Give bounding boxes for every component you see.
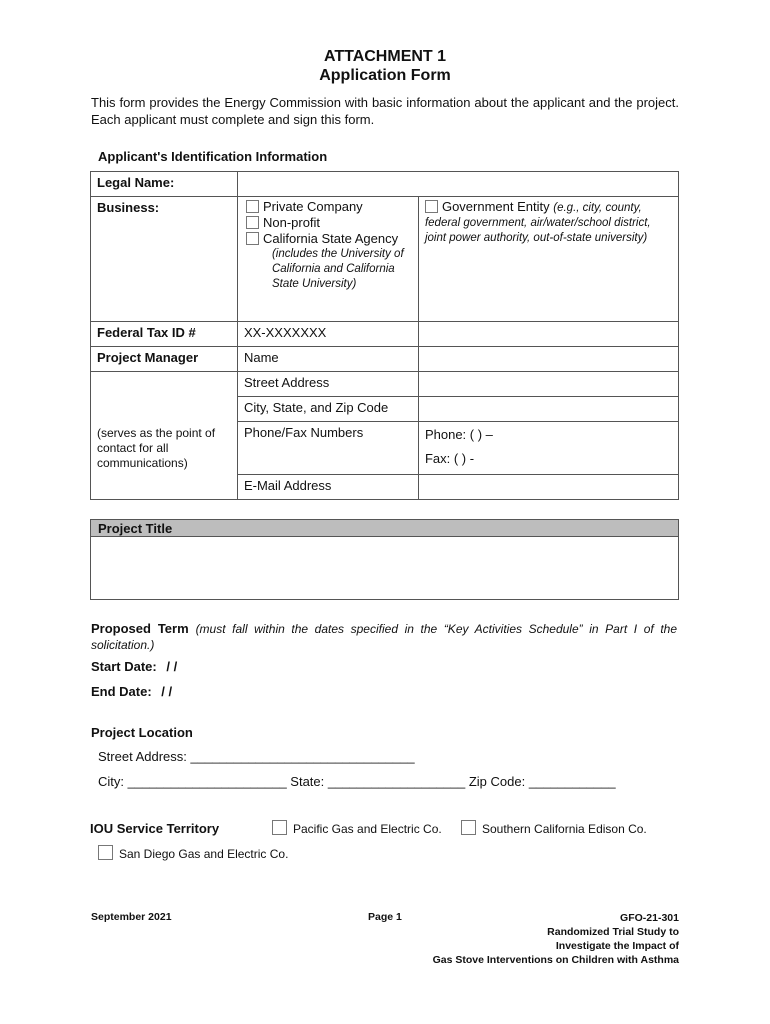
phone-fax-cell[interactable] <box>418 422 678 475</box>
pge-label: Pacific Gas and Electric Co. <box>293 822 442 836</box>
contact-note-cell <box>91 372 238 500</box>
proposed-term <box>91 621 677 653</box>
business-options-right <box>418 197 678 322</box>
end-date-label: End Date: <box>91 684 152 699</box>
sdge-checkbox[interactable] <box>98 845 113 860</box>
start-date <box>91 659 177 674</box>
city-field[interactable] <box>418 397 678 422</box>
applicant-heading: Applicant's Identification Information <box>98 149 328 164</box>
footer-line1: Randomized Trial Study to <box>547 926 679 938</box>
legal-name-field[interactable] <box>237 172 678 197</box>
name-label: Name <box>237 347 418 372</box>
iou-label: IOU Service Territory <box>90 821 220 836</box>
email-field[interactable] <box>418 475 678 500</box>
government-note-start: (e.g., city, county, <box>553 202 642 214</box>
footer-page: Page 1 <box>368 911 402 923</box>
sdge-label: San Diego Gas and Electric Co. <box>119 847 289 861</box>
private-company-label: Private Company <box>262 199 363 214</box>
iou-sdge-option <box>98 845 288 861</box>
iou-sce-option <box>461 820 647 836</box>
project-title-field[interactable] <box>91 537 678 599</box>
nonprofit-checkbox[interactable] <box>246 216 259 229</box>
pge-checkbox[interactable] <box>272 820 287 835</box>
start-date-value[interactable]: / / <box>166 659 178 674</box>
intro-text: This form provides the Energy Commission with basic information about the applicant and the project. Each applicant must complete and sign this form. <box>91 95 679 127</box>
footer-code: GFO-21-301 <box>620 912 679 924</box>
city-label: City, State, and Zip Code <box>237 397 418 422</box>
project-title-label: Project Title <box>91 520 678 537</box>
footer-line3: Gas Stove Interventions on Children with Asthma <box>432 954 679 966</box>
street-address-line[interactable]: Street Address: _______________________________ <box>98 749 415 764</box>
end-date-value[interactable]: / / <box>161 684 173 699</box>
name-field[interactable] <box>418 347 678 372</box>
sce-checkbox[interactable] <box>461 820 476 835</box>
city-state-zip-line[interactable]: City: ______________________ State: ___________________ Zip Code: ____________ <box>98 774 616 789</box>
page-subtitle: Application Form <box>319 67 451 84</box>
business-options-left <box>237 197 418 322</box>
tax-id-label: Federal Tax ID # <box>91 322 238 347</box>
sce-label: Southern California Edison Co. <box>482 822 647 836</box>
footer-line2: Investigate the Impact of <box>555 940 679 952</box>
project-location-label: Project Location <box>91 725 193 740</box>
proposed-term-note: (must fall within the dates specified in the “Key Activities Schedule” in Part I of the solicitation.) <box>91 622 678 652</box>
applicant-table <box>90 171 679 500</box>
page-title: ATTACHMENT 1 <box>323 48 447 65</box>
start-date-label: Start Date: <box>91 659 157 674</box>
footer-right <box>433 911 679 967</box>
project-manager-label: Project Manager <box>91 347 238 372</box>
project-title-box <box>90 519 679 600</box>
contact-note: (serves as the point of contact for all communications) <box>97 425 216 470</box>
proposed-term-label: Proposed Term <box>91 621 189 636</box>
fax-label: Fax: ( ) - <box>424 451 475 466</box>
government-entity-checkbox[interactable] <box>425 200 438 213</box>
business-label: Business: <box>91 197 238 322</box>
state-agency-label: California State Agency <box>262 231 399 246</box>
state-agency-checkbox[interactable] <box>246 232 259 245</box>
state-agency-note: (includes the University of California and California State University) <box>271 248 404 290</box>
tax-id-field[interactable] <box>418 322 678 347</box>
nonprofit-label: Non-profit <box>262 215 321 230</box>
phone-label: Phone: ( ) – <box>424 427 493 442</box>
end-date <box>91 684 172 699</box>
tax-id-value: XX-XXXXXXX <box>237 322 418 347</box>
phone-fax-label: Phone/Fax Numbers <box>237 422 418 475</box>
private-company-checkbox[interactable] <box>246 200 259 213</box>
iou-pge-option <box>272 820 442 836</box>
legal-name-label: Legal Name: <box>91 172 238 197</box>
government-note: federal government, air/water/school district, joint power authority, out-of-state university) <box>424 217 651 244</box>
footer-date: September 2021 <box>91 911 172 923</box>
street-label: Street Address <box>237 372 418 397</box>
street-field[interactable] <box>418 372 678 397</box>
email-label: E-Mail Address <box>237 475 418 500</box>
government-entity-label: Government Entity <box>441 199 550 214</box>
